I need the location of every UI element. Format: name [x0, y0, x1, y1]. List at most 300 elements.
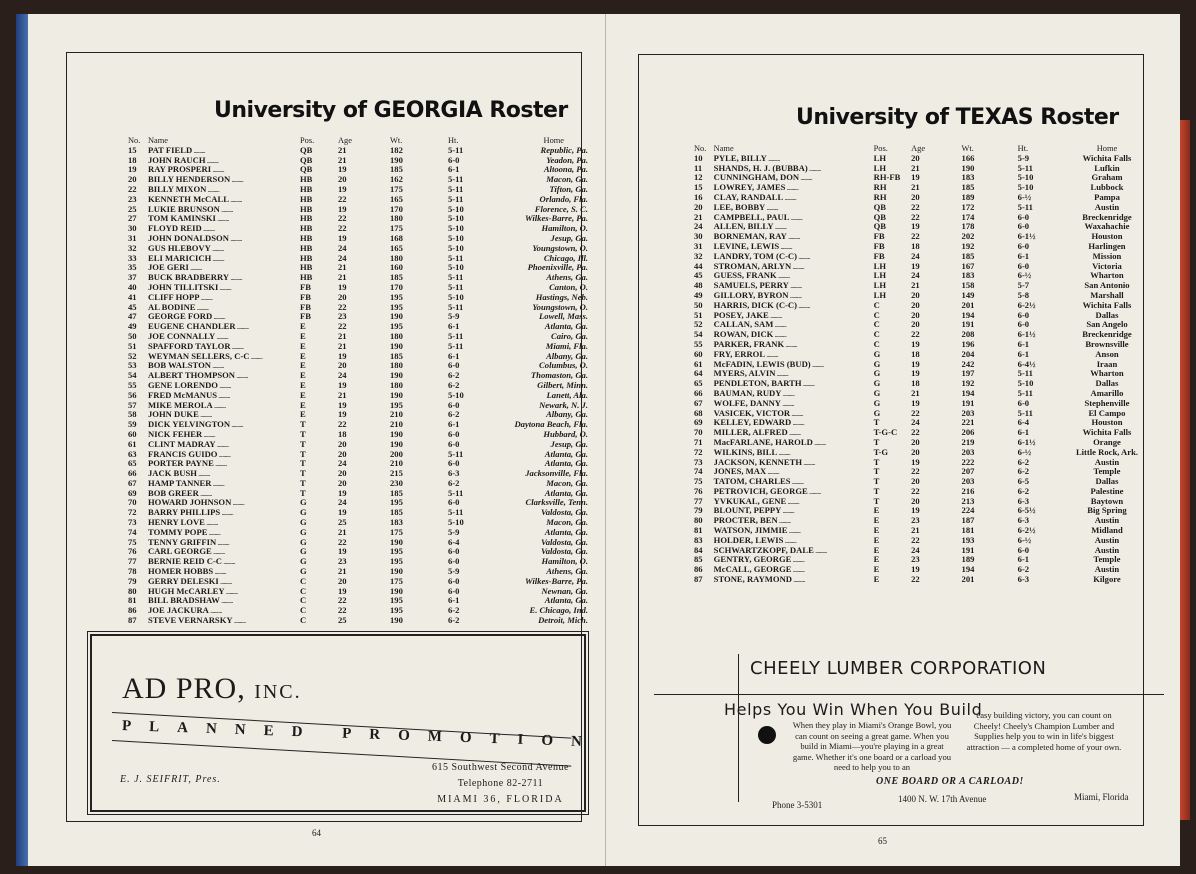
roster-cell-age: 20: [911, 191, 920, 202]
roster-cell-home: Detroit, Mich.: [538, 615, 588, 626]
roster-cell-home: Florence, S. C.: [534, 203, 588, 214]
dot-leader: ..........: [204, 517, 218, 528]
roster-cell-pos: FB: [300, 281, 311, 292]
roster-cell-age: 19: [911, 505, 920, 516]
roster-cell-pos: LH: [873, 289, 887, 300]
roster-cell-wt: 197: [961, 368, 975, 379]
roster-cell-pos: T: [300, 428, 306, 439]
roster-cell-pos: T: [300, 438, 306, 449]
roster-cell-home: Lowell, Mass.: [539, 311, 588, 322]
roster-cell-pos: QB: [300, 154, 313, 165]
dot-leader: ..........: [212, 399, 226, 410]
roster-cell-home: Atlanta, Ga.: [544, 526, 588, 537]
roster-cell-pos: T: [873, 456, 880, 467]
roster-cell-pos: T: [873, 466, 880, 477]
texas-roster-body: [694, 154, 1138, 585]
dot-leader: ..........: [207, 526, 221, 537]
roster-cell-home: Atlanta, Ga.: [544, 448, 588, 459]
roster-cell-no: 23: [128, 193, 137, 204]
adpro-inc: INC.: [254, 681, 302, 703]
roster-cell-home: Palestine: [1090, 485, 1124, 496]
roster-cell-ht: 5-11: [1017, 201, 1033, 212]
roster-cell-pos: T-G: [873, 446, 889, 457]
roster-cell-wt: 196: [961, 338, 975, 349]
roster-cell-pos: FB: [300, 291, 311, 302]
roster-cell-ht: 5-9: [1017, 152, 1030, 163]
roster-cell-pos: E: [300, 409, 306, 420]
roster-cell-no: 52: [694, 319, 703, 330]
roster-cell-wt: 183: [390, 517, 403, 528]
roster-cell-home: Breckenridge: [1082, 329, 1132, 340]
roster-cell-name: BILLY HENDERSON ..........: [148, 174, 243, 185]
roster-cell-pos: T: [873, 485, 880, 496]
roster-cell-pos: E: [873, 564, 880, 575]
roster-cell-wt: 190: [390, 566, 403, 577]
page-64: [28, 14, 606, 866]
roster-cell-pos: G: [300, 546, 307, 557]
roster-cell-age: 22: [911, 574, 920, 585]
roster-cell-no: 15: [694, 182, 703, 193]
roster-cell-age: 19: [338, 585, 347, 596]
roster-cell-pos: T: [300, 468, 306, 479]
roster-cell-name: GEORGE FORD ..........: [148, 311, 225, 322]
roster-cell-pos: RH: [873, 182, 887, 193]
roster-cell-wt: 191: [961, 319, 975, 330]
roster-cell-pos: C: [873, 299, 880, 310]
dot-leader: ..........: [230, 419, 243, 430]
roster-cell-name: WOLFE, DANNY ..........: [713, 397, 794, 408]
roster-cell-home: Hastings, Neb.: [535, 291, 588, 302]
roster-cell-pos: C: [873, 338, 880, 349]
dot-leader: ..........: [201, 223, 215, 234]
roster-cell-wt: 222: [961, 456, 975, 467]
roster-cell-wt: 185: [390, 164, 403, 175]
roster-cell-no: 64: [694, 368, 703, 379]
dot-leader: ..........: [783, 534, 797, 545]
roster-cell-name: HARRIS, DICK (C-C) ..........: [713, 299, 810, 310]
roster-cell-age: 20: [911, 319, 920, 330]
roster-cell-name: PARKER, FRANK ..........: [713, 338, 797, 349]
roster-cell-no: 80: [128, 585, 137, 596]
roster-cell-age: 20: [338, 448, 347, 459]
dot-leader: ..........: [249, 350, 263, 361]
roster-cell-name: PENDLETON, BARTH ..........: [713, 378, 815, 389]
roster-cell-wt: 190: [390, 370, 403, 381]
roster-cell-name: CARL GEORGE ..........: [148, 546, 225, 557]
dot-leader: ..........: [232, 615, 246, 626]
roster-cell-name: JONES, MAX ..........: [713, 466, 779, 477]
roster-cell-ht: 5-10: [448, 389, 464, 400]
roster-cell-age: 19: [911, 564, 920, 575]
dot-leader: ..........: [802, 456, 815, 467]
roster-cell-name: GENE LORENDO ..........: [148, 379, 231, 390]
roster-cell-pos: FB: [300, 311, 311, 322]
roster-cell-name: JOHN TILLITSKI ..........: [148, 281, 231, 292]
roster-cell-home: Graham: [1091, 172, 1123, 183]
roster-cell-home: Big Spring: [1087, 505, 1127, 516]
roster-cell-ht: 6-2: [448, 605, 460, 616]
col-home: Home: [1096, 144, 1118, 153]
roster-cell-no: 55: [128, 379, 137, 390]
roster-cell-ht: 5-10: [448, 232, 464, 243]
roster-cell-pos: E: [873, 525, 880, 536]
roster-cell-ht: 6-1½: [1017, 329, 1036, 340]
adpro-telephone: Telephone 82-2711: [457, 778, 544, 789]
roster-cell-no: 30: [128, 223, 137, 234]
roster-cell-home: Mission: [1092, 250, 1122, 261]
roster-cell-no: 27: [128, 213, 137, 224]
roster-cell-wt: 195: [390, 291, 403, 302]
roster-cell-age: 19: [911, 260, 920, 271]
roster-cell-pos: G: [300, 507, 307, 518]
roster-cell-home: Dallas: [1095, 309, 1119, 320]
roster-cell-wt: 206: [961, 427, 975, 438]
roster-cell-ht: 6-2½: [1017, 299, 1036, 310]
roster-cell-pos: G: [300, 497, 307, 508]
roster-cell-age: 24: [338, 252, 347, 263]
roster-cell-name: HUGH McCARLEY ..........: [148, 585, 238, 596]
roster-cell-ht: 5-10: [448, 517, 464, 528]
roster-cell-wt: 185: [390, 350, 403, 361]
roster-cell-age: 19: [338, 379, 347, 390]
dot-leader: ..........: [188, 262, 202, 273]
roster-cell-no: 51: [128, 340, 137, 351]
roster-cell-home: Jacksonville, Fla.: [525, 468, 588, 479]
roster-cell-pos: HB: [300, 203, 313, 214]
roster-cell-wt: 195: [390, 605, 403, 616]
roster-cell-age: 22: [338, 419, 347, 430]
roster-cell-ht: 5-11: [448, 507, 464, 518]
roster-cell-no: 79: [694, 505, 703, 516]
roster-cell-ht: 6-1½: [1017, 231, 1036, 242]
roster-cell-wt: 195: [390, 301, 403, 312]
dot-leader: ..........: [235, 370, 248, 381]
roster-cell-pos: QB: [300, 164, 313, 175]
roster-cell-home: Youngstown, O.: [532, 242, 588, 253]
roster-cell-pos: T: [300, 487, 306, 498]
roster-cell-name: HENRY LOVE ..........: [148, 517, 218, 528]
cheely-body-right: easy building victory, you can count on Cheely! Cheely's Champion Lumber and Supplies help you to win in life's biggest attraction — a completed home of your own.: [966, 710, 1122, 752]
roster-cell-ht: 6-1: [448, 321, 460, 332]
roster-cell-no: 47: [128, 311, 137, 322]
col-pos: Pos.: [300, 136, 315, 145]
roster-cell-wt: 182: [390, 144, 403, 155]
roster-cell-name: JOHN RAUCH ..........: [148, 154, 219, 165]
col-name: Name: [713, 144, 734, 153]
roster-cell-name: PROCTER, BEN ..........: [713, 515, 791, 526]
roster-cell-no: 65: [128, 458, 137, 469]
roster-cell-home: Orlando, Fla.: [539, 193, 588, 204]
roster-cell-wt: 189: [961, 554, 975, 565]
roster-cell-home: Houston: [1091, 417, 1123, 428]
dot-leader: ..........: [813, 544, 827, 555]
roster-cell-name: BOB WALSTON ..........: [148, 360, 224, 371]
roster-cell-name: ELI MARICICH ..........: [148, 252, 224, 263]
dot-leader: ..........: [773, 319, 786, 330]
roster-cell-no: 81: [694, 525, 703, 536]
roster-cell-home: Hubbard, O.: [543, 428, 588, 439]
roster-cell-no: 72: [694, 446, 703, 457]
roster-cell-name: BERNIE REID C-C ..........: [148, 556, 235, 567]
roster-cell-pos: G: [873, 407, 881, 418]
roster-cell-wt: 189: [961, 191, 975, 202]
roster-cell-name: STEVE VERNARSKY ..........: [148, 615, 246, 626]
roster-cell-pos: C: [300, 615, 307, 626]
roster-cell-ht: 6-0: [448, 399, 460, 410]
roster-cell-wt: 213: [961, 495, 975, 506]
roster-cell-ht: 6-1: [1017, 250, 1030, 261]
roster-cell-wt: 215: [390, 468, 403, 479]
roster-cell-ht: 6-0: [1017, 309, 1030, 320]
roster-cell-home: Lufkin: [1094, 162, 1120, 173]
roster-cell-no: 65: [694, 378, 703, 389]
roster-cell-ht: 6-2: [1017, 466, 1030, 477]
roster-cell-no: 20: [694, 201, 703, 212]
roster-cell-age: 24: [911, 250, 920, 261]
roster-cell-home: Temple: [1093, 554, 1121, 565]
roster-cell-no: 32: [694, 250, 703, 261]
roster-cell-ht: 6-1: [448, 350, 460, 361]
roster-cell-no: 71: [694, 436, 703, 447]
dot-leader: ..........: [206, 183, 219, 194]
roster-cell-wt: 190: [390, 311, 403, 322]
roster-cell-ht: 5-11: [448, 487, 464, 498]
roster-cell-ht: 6-0: [1017, 221, 1030, 232]
roster-cell-home: Austin: [1094, 515, 1120, 526]
roster-cell-no: 45: [128, 301, 137, 312]
roster-cell-wt: 180: [390, 379, 403, 390]
roster-cell-wt: 219: [961, 436, 975, 447]
roster-cell-age: 21: [911, 182, 920, 193]
adpro-president: E. J. SEIFRIT, Pres.: [120, 774, 221, 785]
roster-cell-no: 60: [128, 428, 137, 439]
dot-leader: ..........: [217, 379, 231, 390]
roster-cell-wt: 180: [390, 213, 403, 224]
roster-cell-wt: 224: [961, 505, 975, 516]
roster-cell-home: Austin: [1094, 544, 1120, 555]
roster-cell-wt: 190: [390, 585, 403, 596]
roster-cell-age: 22: [911, 231, 920, 242]
dot-leader: ..........: [228, 232, 242, 243]
roster-cell-home: Altoona, Pa.: [543, 164, 588, 175]
roster-cell-pos: C: [873, 309, 880, 320]
roster-cell-name: PORTER PAYNE ..........: [148, 458, 227, 469]
roster-cell-no: 31: [694, 240, 703, 251]
dot-leader: ..........: [776, 270, 790, 281]
roster-cell-age: 22: [338, 321, 347, 332]
roster-cell-wt: 210: [390, 458, 403, 469]
roster-cell-age: 22: [338, 193, 347, 204]
dot-leader: ..........: [202, 428, 215, 439]
roster-cell-wt: 174: [961, 211, 975, 222]
roster-cell-name: TENNY GRIFFIN ..........: [148, 536, 229, 547]
roster-cell-name: VASICEK, VICTOR ..........: [713, 407, 803, 418]
roster-cell-pos: T: [300, 419, 306, 430]
roster-cell-wt: 203: [961, 446, 975, 457]
dot-leader: ..........: [787, 427, 801, 438]
page-number: 65: [878, 836, 887, 846]
roster-cell-no: 54: [694, 329, 703, 340]
adpro-street: 615 Southwest Second Avenue: [432, 762, 569, 773]
roster-cell-name: PYLE, BILLY ..........: [713, 152, 780, 163]
roster-cell-home: Phoenixville, Pa.: [527, 262, 588, 273]
roster-cell-age: 22: [911, 407, 920, 418]
roster-cell-home: Wichita Falls: [1082, 152, 1132, 163]
roster-cell-no: 32: [128, 242, 137, 253]
roster-cell-ht: 5-11: [448, 144, 464, 155]
roster-cell-pos: T: [300, 448, 306, 459]
roster-cell-age: 20: [911, 436, 920, 447]
roster-cell-name: TOMMY POPE ..........: [148, 526, 221, 537]
roster-cell-wt: 185: [390, 507, 403, 518]
roster-cell-ht: 5-11: [448, 272, 464, 283]
roster-cell-ht: 6-0: [1017, 260, 1030, 271]
roster-cell-name: CALLAN, SAM ..........: [713, 319, 786, 330]
roster-cell-age: 24: [338, 370, 347, 381]
roster-cell-name: RAY PROSPERI ..........: [148, 164, 224, 175]
dot-leader: ..........: [219, 595, 233, 606]
roster-cell-age: 20: [338, 477, 347, 488]
roster-cell-age: 19: [338, 203, 347, 214]
roster-cell-age: 20: [911, 476, 920, 487]
cheely-slogan: Helps You Win When You Build: [724, 700, 983, 719]
roster-cell-ht: 6-0: [448, 546, 460, 557]
dot-leader: ..........: [208, 605, 222, 616]
adpro-name: [122, 672, 302, 706]
roster-cell-home: Amarillo: [1090, 387, 1124, 398]
roster-cell-name: GUESS, FRANK ..........: [713, 270, 790, 281]
roster-cell-no: 56: [128, 389, 137, 400]
dot-leader: ..........: [766, 466, 779, 477]
roster-cell-name: NICK FEHER ..........: [148, 428, 215, 439]
roster-cell-no: 15: [128, 144, 137, 155]
roster-cell-name: FRY, ERROL ..........: [713, 348, 778, 359]
roster-cell-name: BILLY MIXON ..........: [148, 183, 219, 194]
roster-cell-no: 21: [694, 211, 703, 222]
dot-leader: ..........: [211, 477, 225, 488]
roster-cell-no: 67: [694, 397, 703, 408]
roster-cell-pos: QB: [873, 211, 887, 222]
cheely-lumber-advertisement: [654, 654, 1168, 822]
georgia-roster-body: [128, 146, 588, 626]
roster-cell-name: BOB GREER ..........: [148, 487, 212, 498]
roster-cell-age: 21: [338, 154, 347, 165]
roster-cell-wt: 190: [390, 340, 403, 351]
roster-cell-ht: 5-10: [1017, 378, 1034, 389]
roster-cell-home: Clarksville, Tenn.: [525, 497, 588, 508]
roster-cell-pos: T: [873, 495, 880, 506]
dot-leader: ..........: [230, 174, 243, 185]
roster-cell-wt: 207: [961, 466, 975, 477]
roster-cell-wt: 242: [961, 358, 975, 369]
dot-leader: ..........: [812, 436, 826, 447]
cheely-rule-horizontal: [654, 694, 1164, 695]
roster-cell-name: JOHN DONALDSON ..........: [148, 232, 242, 243]
roster-cell-wt: 191: [961, 544, 975, 555]
roster-cell-no: 75: [128, 536, 137, 547]
roster-cell-no: 20: [128, 174, 137, 185]
roster-cell-name: STROMAN, ARLYN ..........: [713, 260, 804, 271]
roster-cell-name: LANDRY, TOM (C-C) ..........: [713, 250, 810, 261]
roster-cell-name: McFADIN, LEWIS (BUD) ..........: [713, 358, 824, 369]
roster-cell-age: 22: [338, 301, 347, 312]
roster-cell-home: Jesup, Ga.: [550, 438, 588, 449]
roster-cell-name: JACKSON, KENNETH ..........: [713, 456, 815, 467]
roster-cell-age: 21: [911, 280, 920, 291]
dot-leader: ..........: [785, 182, 799, 193]
dot-leader: ..........: [217, 448, 231, 459]
roster-cell-home: El Campo: [1088, 407, 1126, 418]
roster-cell-ht: 6-1: [1017, 554, 1030, 565]
roster-cell-ht: 6-0: [1017, 240, 1030, 251]
roster-cell-wt: 192: [961, 378, 975, 389]
bullet-dot-icon: [758, 726, 776, 744]
roster-cell-no: 57: [128, 399, 137, 410]
roster-cell-no: 30: [694, 231, 703, 242]
roster-cell-pos: E: [300, 330, 306, 341]
roster-cell-ht: 5-11: [448, 330, 464, 341]
roster-cell-age: 19: [338, 409, 347, 420]
roster-cell-no: 49: [694, 289, 703, 300]
dot-leader: ..........: [786, 231, 800, 242]
dot-leader: ..........: [775, 368, 789, 379]
roster-cell-wt: 170: [390, 281, 403, 292]
roster-cell-wt: 200: [390, 448, 403, 459]
dot-leader: ..........: [781, 505, 794, 516]
roster-cell-no: 12: [694, 172, 703, 183]
roster-cell-age: 21: [338, 526, 347, 537]
roster-cell-ht: 6-½: [1017, 446, 1032, 457]
roster-cell-wt: 190: [390, 154, 403, 165]
roster-cell-pos: E: [300, 399, 306, 410]
roster-cell-age: 20: [338, 468, 347, 479]
roster-cell-wt: 158: [961, 280, 975, 291]
roster-cell-name: CLAY, RANDALL ..........: [713, 191, 796, 202]
roster-cell-ht: 6-3: [1017, 515, 1030, 526]
dot-leader: ..........: [773, 329, 786, 340]
roster-cell-age: 19: [911, 397, 920, 408]
roster-cell-ht: 5-9: [448, 526, 460, 537]
roster-cell-age: 18: [911, 378, 920, 389]
roster-cell-home: Houston: [1091, 231, 1123, 242]
roster-cell-age: 22: [911, 427, 920, 438]
program-spread: [28, 14, 1180, 866]
roster-cell-home: Jesup, Ga.: [550, 232, 588, 243]
dot-leader: ..........: [807, 162, 821, 173]
roster-cell-ht: 5-11: [448, 448, 464, 459]
roster-cell-name: BILL BRADSHAW ..........: [148, 595, 233, 606]
roster-cell-age: 24: [911, 270, 920, 281]
roster-cell-no: 80: [694, 515, 703, 526]
roster-cell-name: JOE CONNALLY ..........: [148, 330, 228, 341]
roster-cell-ht: 6-4: [1017, 417, 1030, 428]
roster-cell-name: MIKE MEROLA ..........: [148, 399, 226, 410]
roster-cell-home: Marshall: [1090, 289, 1124, 300]
roster-cell-wt: 194: [961, 309, 975, 320]
roster-cell-ht: 6-0: [1017, 319, 1030, 330]
roster-cell-ht: 6-2: [1017, 564, 1030, 575]
roster-cell-age: 23: [911, 554, 920, 565]
roster-cell-ht: 5-10: [448, 262, 464, 273]
roster-cell-no: 87: [128, 615, 137, 626]
roster-cell-pos: C: [300, 595, 307, 606]
dot-leader: ..........: [789, 211, 803, 222]
col-ht: Ht.: [448, 136, 459, 145]
roster-cell-name: POSEY, JAKE ..........: [713, 309, 782, 320]
roster-cell-home: Wichita Falls: [1082, 427, 1132, 438]
roster-cell-age: 21: [338, 272, 347, 283]
roster-cell-home: Austin: [1094, 564, 1120, 575]
